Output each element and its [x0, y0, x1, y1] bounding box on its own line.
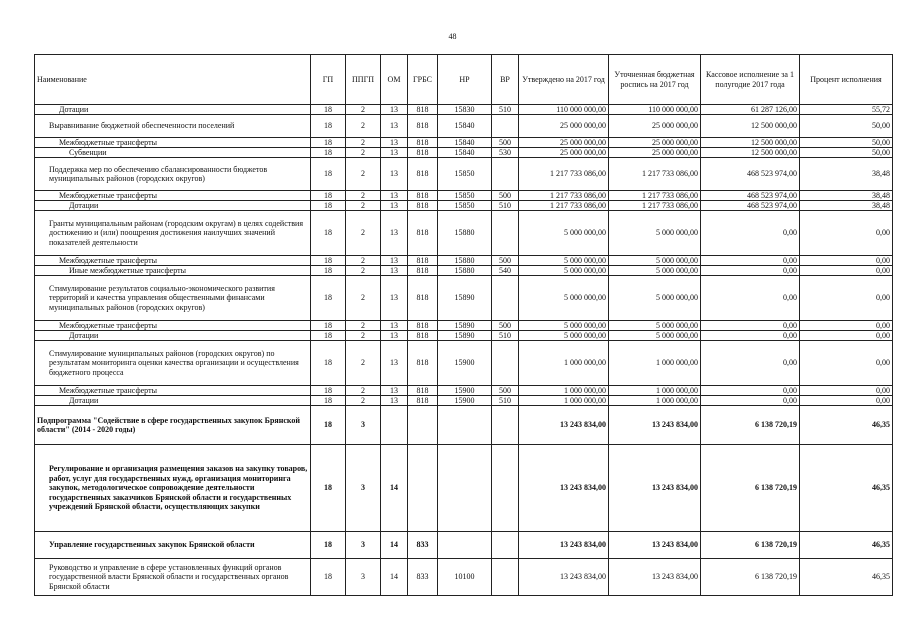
cell-ppgp: 2 — [346, 321, 381, 331]
cell-name: Управление государственных закупок Брянской области — [35, 532, 311, 559]
cell-vr — [492, 115, 519, 138]
cell-approved: 110 000 000,00 — [519, 105, 609, 115]
cell-name: Дотации — [35, 105, 311, 115]
cell-ppgp: 2 — [346, 211, 381, 256]
cell-nr: 15840 — [438, 148, 492, 158]
cell-ppgp: 2 — [346, 276, 381, 321]
cell-gp: 18 — [311, 266, 346, 276]
cell-ppgp: 2 — [346, 341, 381, 386]
cell-percent: 38,48 — [800, 201, 893, 211]
cell-name: Межбюджетные трансферты — [35, 256, 311, 266]
cell-name: Руководство и управление в сфере установленных функций органов государственной власти Брянской области и государственных органов Брянской области — [35, 559, 311, 596]
table-row — [35, 276, 893, 321]
cell-vr: 500 — [492, 321, 519, 331]
cell-revised: 5 000 000,00 — [609, 266, 701, 276]
cell-nr: 15850 — [438, 191, 492, 201]
table-row — [35, 148, 893, 158]
cell-name: Регулирование и организация размещения заказов на закупку товаров, работ, услуг для государственных нужд, организация мониторинга закупок, методологическое сопровождение деятельности государственных заказчиков Брянской области и государственных учреждений Брянской области, осуществляющих закупки — [35, 445, 311, 532]
cell-executed: 0,00 — [701, 396, 800, 406]
cell-ppgp: 3 — [346, 445, 381, 532]
cell-vr — [492, 276, 519, 321]
table-row — [35, 201, 893, 211]
cell-executed: 12 500 000,00 — [701, 115, 800, 138]
table-row — [35, 321, 893, 331]
cell-nr — [438, 406, 492, 445]
cell-revised: 5 000 000,00 — [609, 256, 701, 266]
table-row — [35, 256, 893, 266]
cell-name: Субвенции — [35, 148, 311, 158]
cell-percent: 0,00 — [800, 266, 893, 276]
cell-om: 13 — [381, 191, 408, 201]
cell-vr — [492, 445, 519, 532]
cell-percent: 0,00 — [800, 276, 893, 321]
cell-gp: 18 — [311, 331, 346, 341]
cell-name: Дотации — [35, 396, 311, 406]
cell-vr: 510 — [492, 331, 519, 341]
cell-om: 13 — [381, 211, 408, 256]
cell-nr: 15890 — [438, 276, 492, 321]
cell-revised: 25 000 000,00 — [609, 148, 701, 158]
header-name: Наименование — [35, 55, 311, 105]
table-row — [35, 341, 893, 386]
cell-name: Стимулирование муниципальных районов (городских округов) по результатам мониторинга оценки качества организации и осуществления бюджетного процесса — [35, 341, 311, 386]
cell-approved: 13 243 834,00 — [519, 406, 609, 445]
cell-name: Межбюджетные трансферты — [35, 386, 311, 396]
cell-gp: 18 — [311, 276, 346, 321]
cell-grbs: 818 — [408, 331, 438, 341]
cell-revised: 1 000 000,00 — [609, 386, 701, 396]
header-grbs: ГРБС — [408, 55, 438, 105]
cell-gp: 18 — [311, 341, 346, 386]
cell-nr: 15880 — [438, 211, 492, 256]
cell-executed: 6 138 720,19 — [701, 532, 800, 559]
cell-executed: 6 138 720,19 — [701, 559, 800, 596]
cell-om: 13 — [381, 276, 408, 321]
cell-om: 14 — [381, 445, 408, 532]
cell-gp: 18 — [311, 138, 346, 148]
cell-percent: 46,35 — [800, 532, 893, 559]
cell-grbs: 818 — [408, 341, 438, 386]
cell-executed: 0,00 — [701, 341, 800, 386]
cell-percent: 0,00 — [800, 256, 893, 266]
table-row — [35, 386, 893, 396]
cell-revised: 1 217 733 086,00 — [609, 158, 701, 191]
cell-approved: 13 243 834,00 — [519, 559, 609, 596]
cell-om: 13 — [381, 115, 408, 138]
cell-nr: 15840 — [438, 115, 492, 138]
cell-gp: 18 — [311, 148, 346, 158]
cell-name: Поддержка мер по обеспечению сбалансированности бюджетов муниципальных районов (городских округов) — [35, 158, 311, 191]
cell-approved: 25 000 000,00 — [519, 148, 609, 158]
cell-grbs: 818 — [408, 276, 438, 321]
cell-om: 13 — [381, 321, 408, 331]
table-row — [35, 138, 893, 148]
header-percent: Процент исполнения — [800, 55, 893, 105]
cell-revised: 13 243 834,00 — [609, 559, 701, 596]
cell-grbs: 833 — [408, 532, 438, 559]
cell-revised: 1 217 733 086,00 — [609, 201, 701, 211]
cell-grbs: 818 — [408, 105, 438, 115]
cell-vr — [492, 406, 519, 445]
cell-om: 13 — [381, 138, 408, 148]
cell-ppgp: 2 — [346, 386, 381, 396]
cell-vr — [492, 559, 519, 596]
cell-name: Межбюджетные трансферты — [35, 138, 311, 148]
table-body — [35, 105, 893, 596]
cell-nr — [438, 532, 492, 559]
cell-revised: 1 000 000,00 — [609, 341, 701, 386]
cell-ppgp: 2 — [346, 115, 381, 138]
cell-nr: 15890 — [438, 331, 492, 341]
cell-vr: 500 — [492, 138, 519, 148]
cell-approved: 13 243 834,00 — [519, 532, 609, 559]
table-row — [35, 105, 893, 115]
cell-approved: 1 217 733 086,00 — [519, 158, 609, 191]
table-header — [35, 55, 893, 105]
header-ppgp: ППГП — [346, 55, 381, 105]
cell-revised: 5 000 000,00 — [609, 321, 701, 331]
cell-revised: 1 217 733 086,00 — [609, 191, 701, 201]
cell-percent: 0,00 — [800, 386, 893, 396]
table-row — [35, 115, 893, 138]
cell-om: 13 — [381, 396, 408, 406]
cell-grbs: 818 — [408, 386, 438, 396]
cell-nr: 15900 — [438, 386, 492, 396]
cell-percent: 46,35 — [800, 406, 893, 445]
cell-revised: 5 000 000,00 — [609, 211, 701, 256]
cell-grbs — [408, 406, 438, 445]
cell-name: Стимулирование результатов социально-экономического развития территорий и качества управления общественными финансами муниципальных районов (городских округов) — [35, 276, 311, 321]
cell-approved: 25 000 000,00 — [519, 115, 609, 138]
cell-gp: 18 — [311, 211, 346, 256]
cell-revised: 13 243 834,00 — [609, 406, 701, 445]
cell-approved: 13 243 834,00 — [519, 445, 609, 532]
cell-ppgp: 2 — [346, 331, 381, 341]
cell-gp: 18 — [311, 115, 346, 138]
cell-grbs: 818 — [408, 396, 438, 406]
cell-revised: 25 000 000,00 — [609, 138, 701, 148]
cell-ppgp: 2 — [346, 105, 381, 115]
cell-gp: 18 — [311, 386, 346, 396]
cell-gp: 18 — [311, 158, 346, 191]
cell-vr: 510 — [492, 105, 519, 115]
cell-om: 13 — [381, 266, 408, 276]
cell-om: 13 — [381, 158, 408, 191]
cell-vr: 530 — [492, 148, 519, 158]
cell-name: Иные межбюджетные трансферты — [35, 266, 311, 276]
header-vr: ВР — [492, 55, 519, 105]
table-row — [35, 191, 893, 201]
cell-executed: 0,00 — [701, 266, 800, 276]
cell-vr: 510 — [492, 201, 519, 211]
cell-approved: 5 000 000,00 — [519, 256, 609, 266]
table-row — [35, 266, 893, 276]
cell-om: 14 — [381, 559, 408, 596]
cell-gp: 18 — [311, 559, 346, 596]
cell-executed: 12 500 000,00 — [701, 138, 800, 148]
cell-grbs: 818 — [408, 191, 438, 201]
cell-revised: 25 000 000,00 — [609, 115, 701, 138]
cell-executed: 468 523 974,00 — [701, 201, 800, 211]
cell-name: Дотации — [35, 331, 311, 341]
page-number: 48 — [448, 32, 457, 41]
cell-ppgp: 2 — [346, 191, 381, 201]
cell-percent: 46,35 — [800, 559, 893, 596]
cell-nr: 15880 — [438, 256, 492, 266]
table-row — [35, 532, 893, 559]
cell-ppgp: 2 — [346, 256, 381, 266]
cell-approved: 5 000 000,00 — [519, 211, 609, 256]
cell-approved: 25 000 000,00 — [519, 138, 609, 148]
cell-nr: 15850 — [438, 158, 492, 191]
cell-percent: 0,00 — [800, 331, 893, 341]
cell-name: Выравнивание бюджетной обеспеченности поселений — [35, 115, 311, 138]
cell-nr: 15850 — [438, 201, 492, 211]
cell-approved: 5 000 000,00 — [519, 276, 609, 321]
cell-executed: 468 523 974,00 — [701, 191, 800, 201]
header-revised: Уточненная бюджетная роспись на 2017 год — [609, 55, 701, 105]
cell-executed: 61 287 126,00 — [701, 105, 800, 115]
cell-om: 13 — [381, 331, 408, 341]
cell-ppgp: 2 — [346, 138, 381, 148]
cell-nr — [438, 445, 492, 532]
table-row — [35, 331, 893, 341]
cell-executed: 0,00 — [701, 331, 800, 341]
cell-executed: 0,00 — [701, 211, 800, 256]
cell-ppgp: 2 — [346, 148, 381, 158]
cell-ppgp: 2 — [346, 158, 381, 191]
cell-vr — [492, 158, 519, 191]
cell-om: 13 — [381, 105, 408, 115]
table-row — [35, 559, 893, 596]
cell-percent: 55,72 — [800, 105, 893, 115]
cell-nr: 15900 — [438, 396, 492, 406]
cell-vr: 500 — [492, 191, 519, 201]
cell-percent: 50,00 — [800, 115, 893, 138]
cell-om: 14 — [381, 532, 408, 559]
cell-grbs: 818 — [408, 211, 438, 256]
table-row — [35, 158, 893, 191]
cell-vr: 500 — [492, 386, 519, 396]
cell-revised: 5 000 000,00 — [609, 276, 701, 321]
cell-ppgp: 2 — [346, 266, 381, 276]
cell-vr — [492, 341, 519, 386]
header-gp: ГП — [311, 55, 346, 105]
table-row — [35, 445, 893, 532]
cell-nr: 15830 — [438, 105, 492, 115]
cell-vr — [492, 211, 519, 256]
cell-percent: 38,48 — [800, 191, 893, 201]
cell-vr — [492, 532, 519, 559]
cell-gp: 18 — [311, 406, 346, 445]
cell-executed: 12 500 000,00 — [701, 148, 800, 158]
cell-om: 13 — [381, 256, 408, 266]
cell-grbs: 818 — [408, 201, 438, 211]
cell-revised: 110 000 000,00 — [609, 105, 701, 115]
cell-executed: 6 138 720,19 — [701, 445, 800, 532]
cell-grbs: 833 — [408, 559, 438, 596]
budget-execution-table — [34, 54, 893, 596]
cell-nr: 15900 — [438, 341, 492, 386]
cell-executed: 0,00 — [701, 321, 800, 331]
cell-nr: 15880 — [438, 266, 492, 276]
table-row — [35, 396, 893, 406]
cell-gp: 18 — [311, 256, 346, 266]
cell-percent: 38,48 — [800, 158, 893, 191]
cell-grbs: 818 — [408, 266, 438, 276]
cell-grbs: 818 — [408, 321, 438, 331]
table-row — [35, 211, 893, 256]
cell-name: Дотации — [35, 201, 311, 211]
cell-grbs: 818 — [408, 158, 438, 191]
header-om: ОМ — [381, 55, 408, 105]
cell-percent: 0,00 — [800, 321, 893, 331]
cell-om: 13 — [381, 148, 408, 158]
cell-gp: 18 — [311, 445, 346, 532]
cell-percent: 0,00 — [800, 211, 893, 256]
cell-name: Межбюджетные трансферты — [35, 191, 311, 201]
cell-vr: 500 — [492, 256, 519, 266]
cell-nr: 10100 — [438, 559, 492, 596]
header-approved: Утверждено на 2017 год — [519, 55, 609, 105]
cell-grbs: 818 — [408, 148, 438, 158]
header-executed: Кассовое исполнение за 1 полугодие 2017 года — [701, 55, 800, 105]
cell-approved: 5 000 000,00 — [519, 266, 609, 276]
cell-approved: 1 000 000,00 — [519, 341, 609, 386]
cell-ppgp: 3 — [346, 532, 381, 559]
header-nr: НР — [438, 55, 492, 105]
cell-approved: 1 000 000,00 — [519, 386, 609, 396]
cell-gp: 18 — [311, 396, 346, 406]
cell-percent: 0,00 — [800, 396, 893, 406]
cell-revised: 13 243 834,00 — [609, 445, 701, 532]
cell-executed: 0,00 — [701, 386, 800, 396]
cell-ppgp: 2 — [346, 396, 381, 406]
cell-executed: 6 138 720,19 — [701, 406, 800, 445]
cell-gp: 18 — [311, 191, 346, 201]
cell-om: 13 — [381, 201, 408, 211]
cell-approved: 1 217 733 086,00 — [519, 191, 609, 201]
cell-nr: 15840 — [438, 138, 492, 148]
cell-name: Межбюджетные трансферты — [35, 321, 311, 331]
cell-vr: 510 — [492, 396, 519, 406]
cell-om: 13 — [381, 341, 408, 386]
cell-nr: 15890 — [438, 321, 492, 331]
cell-grbs: 818 — [408, 115, 438, 138]
cell-percent: 0,00 — [800, 341, 893, 386]
cell-ppgp: 3 — [346, 559, 381, 596]
cell-revised: 1 000 000,00 — [609, 396, 701, 406]
cell-grbs: 818 — [408, 138, 438, 148]
cell-executed: 468 523 974,00 — [701, 158, 800, 191]
cell-approved: 5 000 000,00 — [519, 321, 609, 331]
header-row — [35, 55, 893, 105]
cell-executed: 0,00 — [701, 256, 800, 266]
cell-approved: 5 000 000,00 — [519, 331, 609, 341]
cell-percent: 46,35 — [800, 445, 893, 532]
cell-name: Гранты муниципальным районам (городским округам) в целях содействия достижению и (или) поощрения достижения наилучших значений показателей деятельности — [35, 211, 311, 256]
cell-grbs — [408, 445, 438, 532]
cell-approved: 1 217 733 086,00 — [519, 201, 609, 211]
cell-grbs: 818 — [408, 256, 438, 266]
table-row — [35, 406, 893, 445]
cell-revised: 13 243 834,00 — [609, 532, 701, 559]
cell-om: 13 — [381, 386, 408, 396]
cell-gp: 18 — [311, 321, 346, 331]
cell-executed: 0,00 — [701, 276, 800, 321]
cell-gp: 18 — [311, 201, 346, 211]
cell-revised: 5 000 000,00 — [609, 331, 701, 341]
cell-gp: 18 — [311, 532, 346, 559]
cell-ppgp: 2 — [346, 201, 381, 211]
cell-percent: 50,00 — [800, 148, 893, 158]
cell-percent: 50,00 — [800, 138, 893, 148]
cell-ppgp: 3 — [346, 406, 381, 445]
cell-om — [381, 406, 408, 445]
cell-name: Подпрограмма "Содействие в сфере государственных закупок Брянской области" (2014 - 2020 годы) — [35, 406, 311, 445]
cell-gp: 18 — [311, 105, 346, 115]
cell-approved: 1 000 000,00 — [519, 396, 609, 406]
cell-vr: 540 — [492, 266, 519, 276]
